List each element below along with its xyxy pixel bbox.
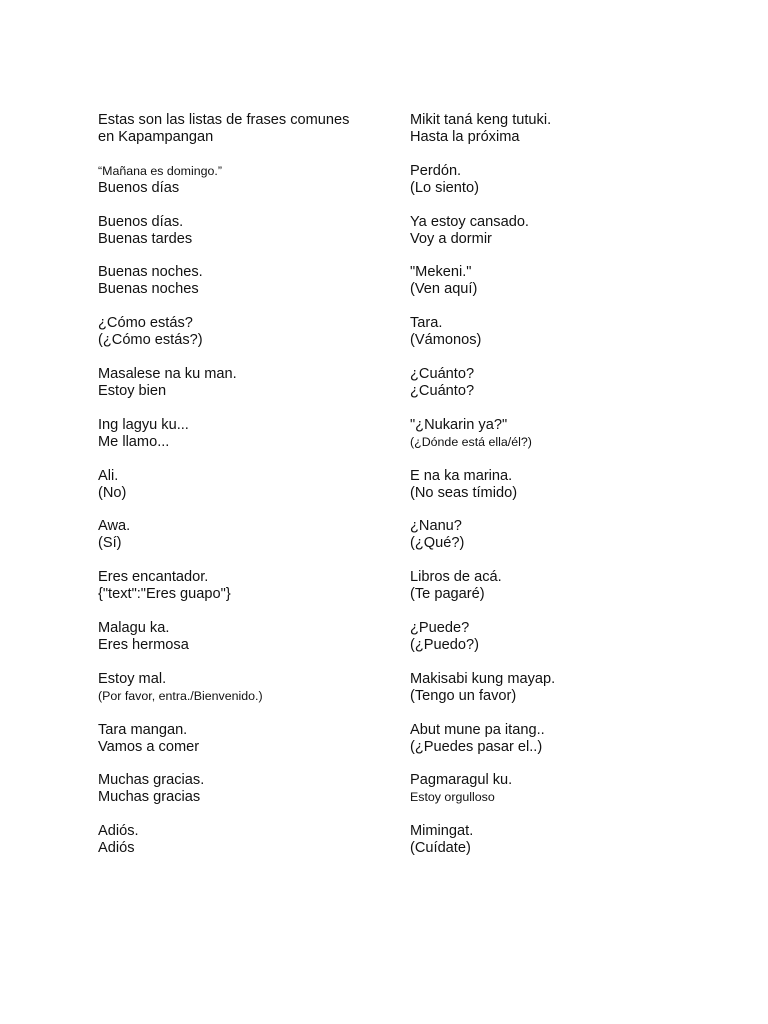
phrase-entry: [410, 772, 700, 823]
phrase-line-1: Eres encantador.: [98, 569, 209, 586]
phrase-line-1: Muchas gracias.: [98, 772, 205, 789]
phrase-entry: [98, 468, 388, 519]
phrase-entry: [410, 620, 700, 671]
phrase-entry: [98, 722, 388, 773]
phrase-entry: [410, 671, 700, 722]
phrase-line-1: Perdón.: [410, 162, 462, 179]
phrase-line-1: Ya estoy cansado.: [410, 213, 529, 230]
phrase-entry: [98, 264, 388, 315]
phrase-line-1: Malagu ka.: [98, 619, 170, 636]
phrase-line-1: ¿Cuánto?: [410, 365, 475, 382]
phrase-entry: [410, 163, 700, 214]
phrase-line-1: Awa.: [98, 518, 131, 535]
phrase-line-2: (Lo siento): [410, 179, 479, 196]
phrase-entry: [98, 112, 388, 163]
phrase-line-2: (Ven aquí): [410, 281, 478, 298]
phrase-line-2: ¿Cuánto?: [410, 382, 475, 399]
phrase-entry: [98, 569, 388, 620]
phrase-line-1: E na ka marina.: [410, 467, 513, 484]
phrase-entry: [410, 468, 700, 519]
phrase-line-1: Pagmaragul ku.: [410, 772, 513, 789]
phrase-line-2: (¿Dónde está ella/él?): [410, 434, 532, 449]
phrase-entry: [98, 823, 388, 874]
phrase-entry: [98, 518, 388, 569]
phrase-line-2: Voy a dormir: [410, 230, 492, 247]
phrase-line-2: Eres hermosa: [98, 636, 189, 653]
right-phrase-column: [410, 112, 700, 874]
phrase-line-1: "Mekeni.": [410, 264, 472, 281]
phrase-line-1: Ali.: [98, 467, 119, 484]
phrase-entry: [410, 518, 700, 569]
phrase-line-2: (Cuídate): [410, 840, 471, 857]
phrase-line-2: (No): [98, 484, 127, 501]
phrase-line-2: Vamos a comer: [98, 738, 200, 755]
phrase-line-1: Mikit taná keng tutuki.: [410, 112, 552, 128]
phrase-entry: [98, 366, 388, 417]
phrase-line-2: (Por favor, entra./Bienvenido.): [98, 688, 263, 703]
phrase-entry: [410, 366, 700, 417]
phrase-line-1: Estas son las listas de frases comunes: [98, 112, 350, 128]
phrase-line-1: Buenos días.: [98, 213, 184, 230]
phrase-line-2: (Sí): [98, 535, 122, 552]
phrase-entry: [98, 620, 388, 671]
left-phrase-column: [98, 112, 388, 874]
phrase-line-2: Hasta la próxima: [410, 129, 520, 145]
phrase-line-2: Estoy orgulloso: [410, 790, 495, 805]
phrase-line-1: ¿Cómo estás?: [98, 315, 193, 332]
phrase-entry: [410, 214, 700, 265]
phrase-line-1: Ing lagyu ku...: [98, 416, 189, 433]
phrase-line-2: Buenas tardes: [98, 230, 193, 247]
phrase-line-1: Adiós.: [98, 823, 139, 840]
phrase-line-2: Buenas noches: [98, 281, 199, 298]
phrase-entry: [410, 315, 700, 366]
phrase-line-2: (¿Qué?): [410, 535, 465, 552]
phrase-line-2: (Tengo un favor): [410, 687, 517, 704]
phrase-line-2: (Vámonos): [410, 332, 482, 349]
phrase-line-1: “Mañana es domingo.”: [98, 163, 222, 178]
phrase-line-2: Me llamo...: [98, 433, 170, 450]
phrase-entry: [410, 823, 700, 874]
phrase-line-2: (¿Puedes pasar el..): [410, 738, 543, 755]
phrase-entry: [98, 772, 388, 823]
phrase-entry: [410, 264, 700, 315]
phrase-line-2: Adiós: [98, 840, 135, 857]
phrase-line-1: "¿Nukarin ya?": [410, 416, 508, 433]
phrase-entry: [410, 112, 700, 163]
phrase-line-1: Tara mangan.: [98, 721, 188, 738]
phrase-entry: [98, 417, 388, 468]
phrase-entry: [98, 214, 388, 265]
phrase-line-2: en Kapampangan: [98, 129, 214, 145]
phrase-line-1: Mimingat.: [410, 823, 474, 840]
phrase-line-1: Estoy mal.: [98, 670, 167, 687]
phrase-line-1: Abut mune pa itang..: [410, 721, 545, 738]
phrase-line-1: Makisabi kung mayap.: [410, 670, 556, 687]
phrase-entry: [98, 671, 388, 722]
phrase-line-1: Tara.: [410, 315, 443, 332]
phrase-line-2: Muchas gracias: [98, 789, 201, 806]
phrase-line-1: ¿Nanu?: [410, 518, 462, 535]
phrase-entry: [410, 417, 700, 468]
phrase-line-1: Buenas noches.: [98, 264, 203, 281]
phrase-line-1: Libros de acá.: [410, 569, 502, 586]
phrase-entry: [98, 315, 388, 366]
phrase-line-2: (¿Cómo estás?): [98, 332, 203, 349]
phrase-line-2: (No seas tímido): [410, 484, 518, 501]
phrase-line-2: (¿Puedo?): [410, 636, 479, 653]
phrase-line-2: Buenos días: [98, 179, 180, 196]
phrase-entry: [410, 569, 700, 620]
phrase-line-2: {"text":"Eres guapo"}: [98, 586, 231, 603]
phrase-line-2: Estoy bien: [98, 382, 167, 399]
phrase-line-2: (Te pagaré): [410, 586, 485, 603]
phrase-line-1: Masalese na ku man.: [98, 365, 237, 382]
phrase-entry: [98, 163, 388, 214]
phrase-line-1: ¿Puede?: [410, 619, 470, 636]
phrase-entry: [410, 722, 700, 773]
